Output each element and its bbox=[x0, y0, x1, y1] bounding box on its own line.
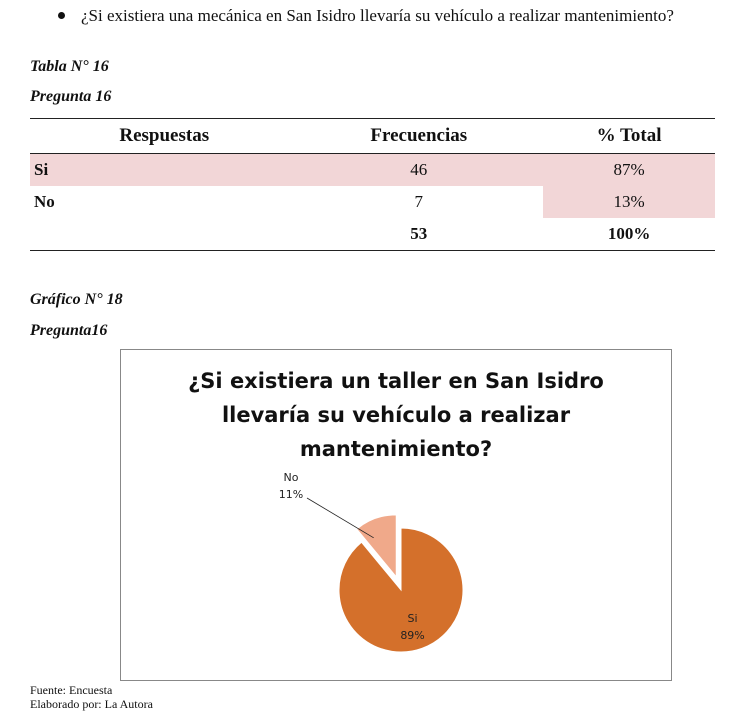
header-respuestas: Respuestas bbox=[30, 119, 294, 154]
row-percent: 13% bbox=[543, 186, 715, 218]
table-header-row bbox=[30, 119, 715, 154]
pie-chart-svg bbox=[121, 350, 671, 680]
frequency-table bbox=[30, 118, 715, 251]
chart-caption: Gráfico N° 18 bbox=[30, 291, 123, 308]
chart-title-line: mantenimiento? bbox=[299, 437, 493, 461]
pie-chart bbox=[120, 349, 672, 681]
table-caption: Tabla N° 16 bbox=[30, 58, 109, 75]
leader-line-no bbox=[307, 498, 374, 538]
bullet-icon bbox=[58, 12, 65, 19]
survey-question-text: ¿Si existiera una mecánica en San Isidro llevaría su vehículo a realizar mantenimiento? bbox=[81, 6, 674, 25]
table-row bbox=[30, 186, 715, 218]
row-frequency: 7 bbox=[414, 192, 424, 211]
header-frecuencias: Frecuencias bbox=[294, 119, 543, 154]
slice-value-si: 89% bbox=[400, 629, 425, 643]
header-total: % Total bbox=[543, 119, 715, 154]
row-label: No bbox=[34, 192, 55, 211]
row-label: Si bbox=[30, 154, 294, 187]
table-total-row bbox=[30, 218, 715, 251]
footer-author: Elaborado por: La Autora bbox=[30, 697, 153, 711]
survey-question bbox=[58, 6, 674, 26]
footer-source: Fuente: Encuesta bbox=[30, 683, 113, 697]
table-row bbox=[30, 154, 715, 187]
row-percent: 87% bbox=[543, 154, 715, 187]
total-percent: 100% bbox=[543, 218, 715, 251]
chart-title-line: ¿Si existiera un taller en San Isidro bbox=[188, 369, 604, 393]
chart-subcaption: Pregunta16 bbox=[30, 322, 108, 339]
slice-value-no: 11% bbox=[278, 488, 304, 501]
total-label bbox=[30, 218, 294, 251]
total-frequency: 53 bbox=[294, 218, 543, 251]
row-frequency: 46 bbox=[294, 154, 543, 187]
slice-label-si: Si bbox=[407, 612, 418, 626]
table-subcaption: Pregunta 16 bbox=[30, 88, 112, 105]
slice-label-no: No bbox=[283, 471, 299, 484]
chart-title-line: llevaría su vehículo a realizar bbox=[221, 403, 571, 427]
